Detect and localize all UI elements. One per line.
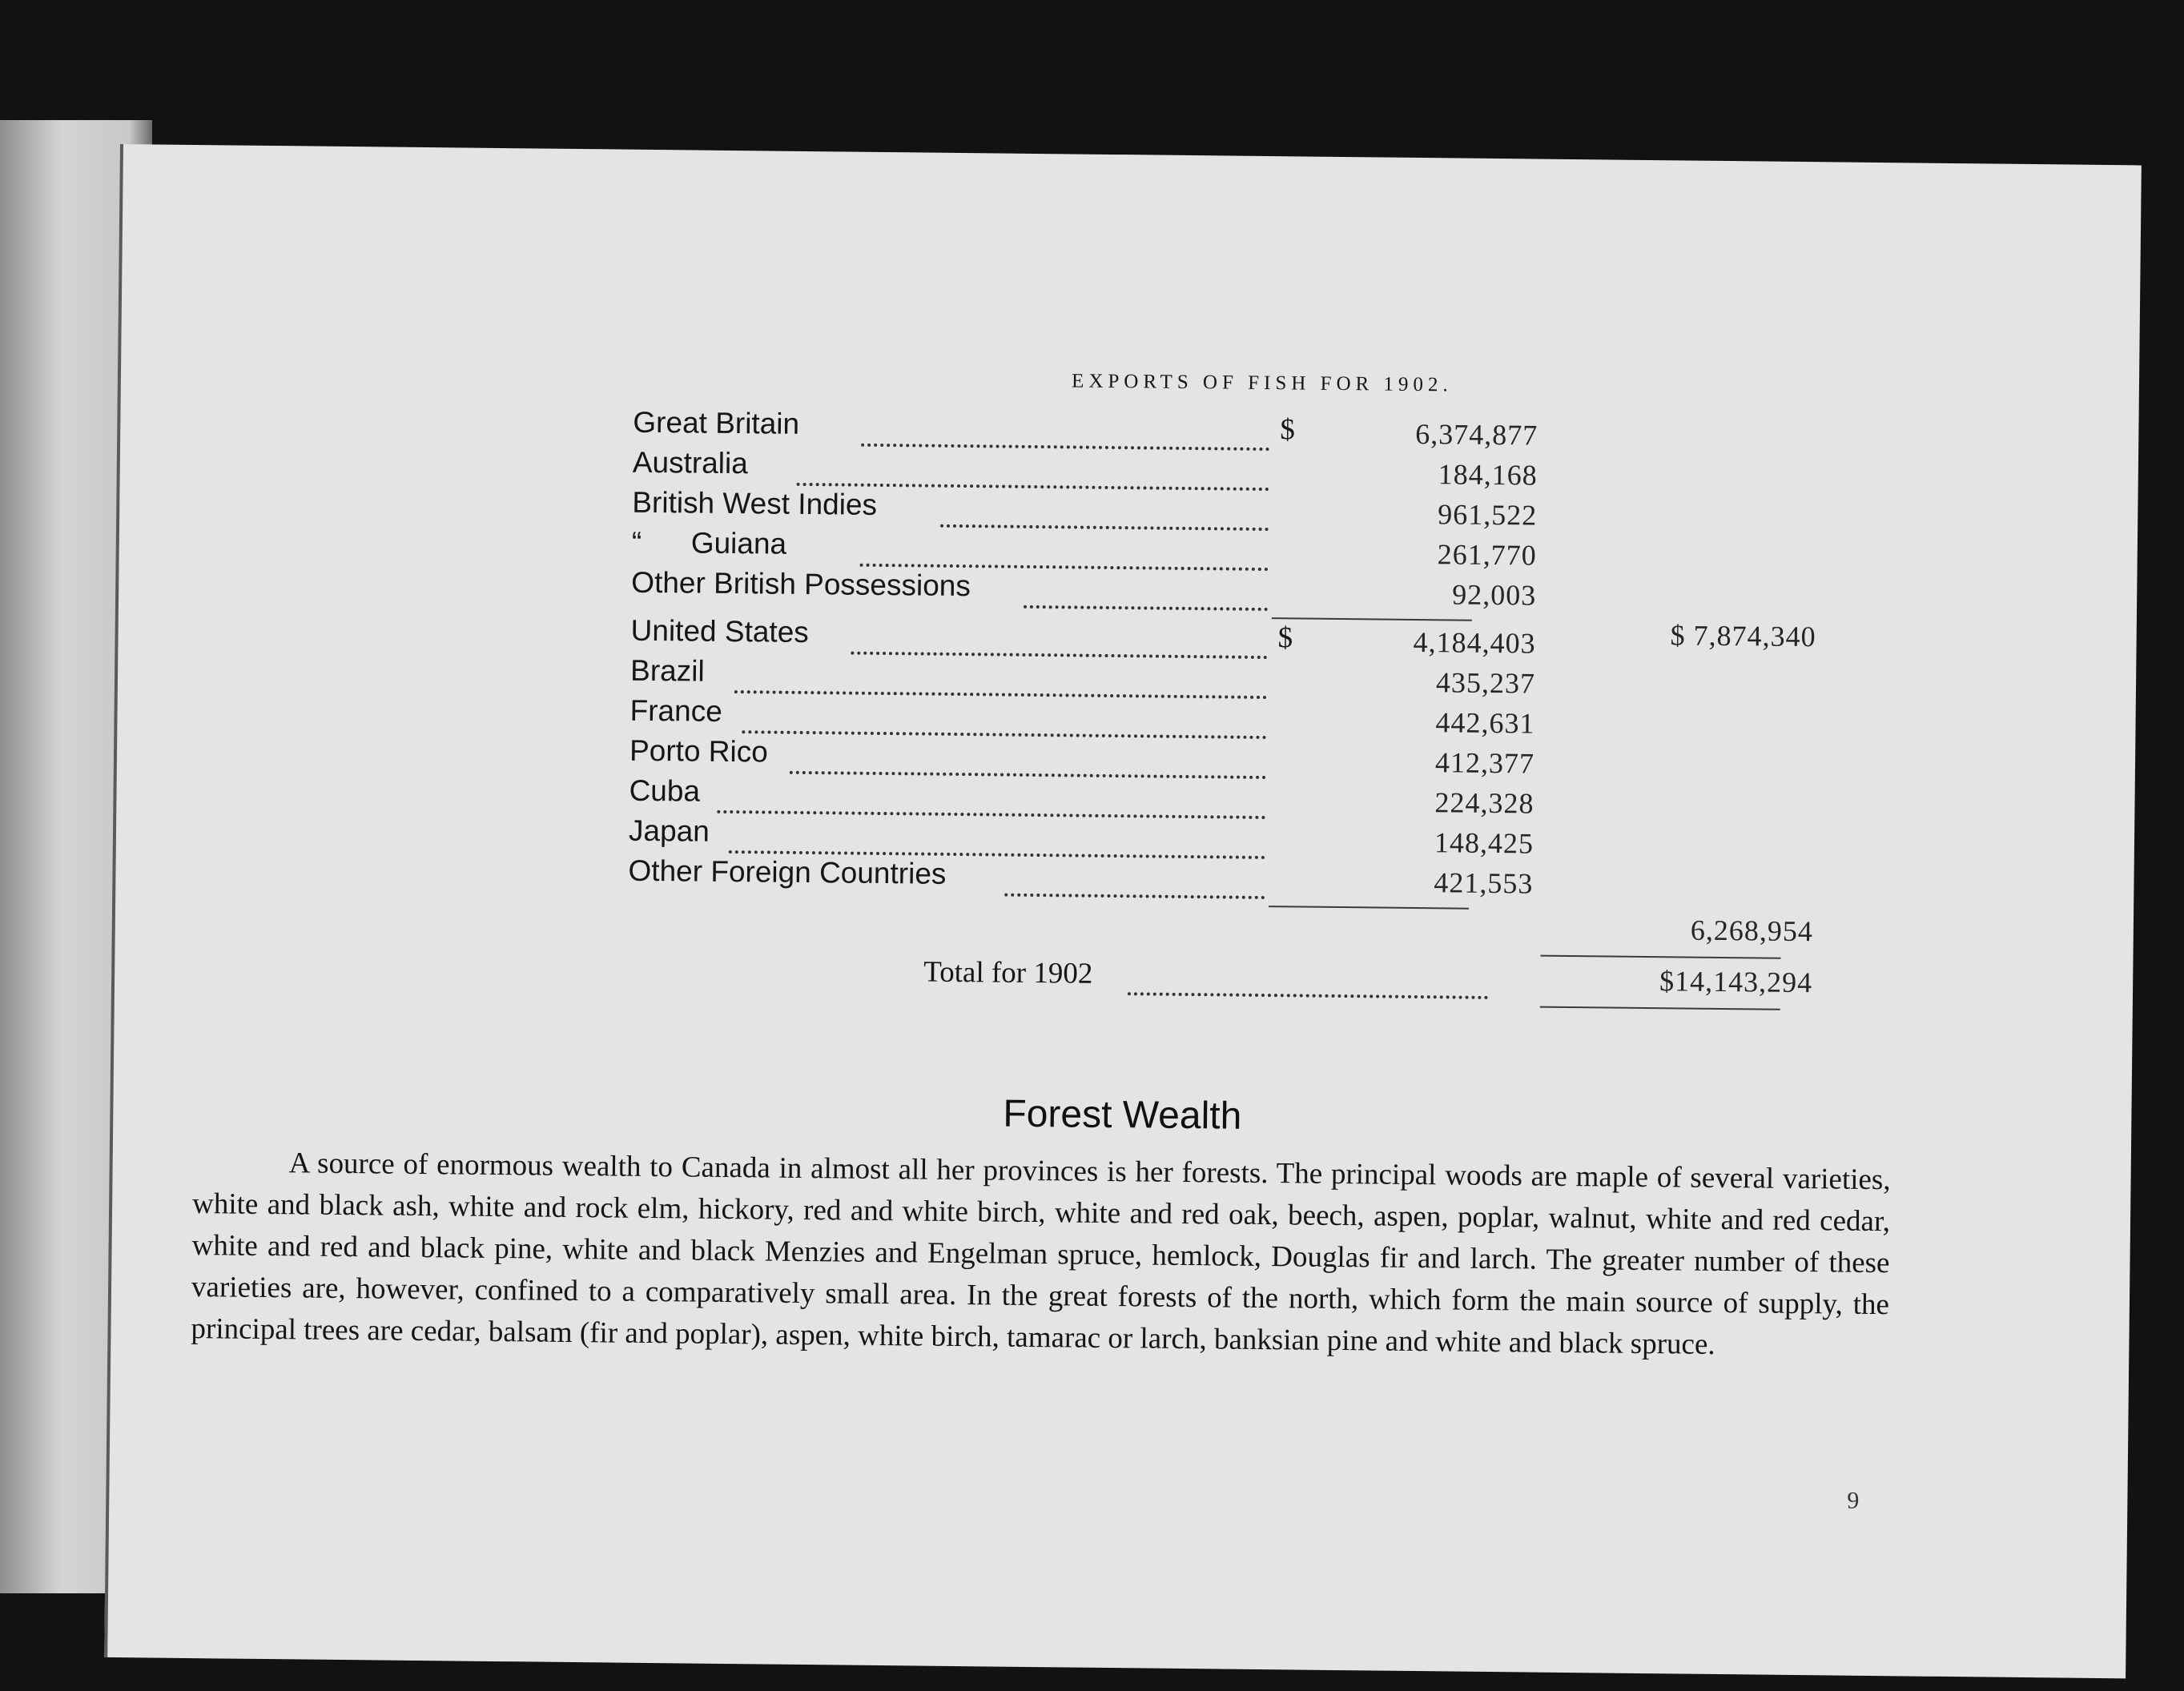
british-subtotal: $ 7,874,340 — [1670, 619, 1816, 653]
row-dollar-sign: $ — [1277, 621, 1293, 655]
table-row — [629, 653, 1536, 700]
row-value: 421,553 — [1434, 866, 1534, 900]
table-row — [630, 613, 1536, 660]
dot-leader — [860, 528, 1269, 571]
total-rule — [1540, 955, 1780, 959]
row-label: “ Guiana — [631, 525, 787, 560]
row-value: 92,003 — [1451, 578, 1537, 612]
dot-leader — [729, 815, 1265, 859]
row-label: Other British Possessions — [631, 565, 971, 603]
row-value: 435,237 — [1435, 666, 1536, 700]
column-rule — [1269, 906, 1469, 910]
dot-leader — [734, 655, 1267, 699]
row-label: Australia — [632, 445, 749, 480]
row-label: Porto Rico — [629, 733, 769, 769]
table-row — [631, 525, 1537, 572]
grand-total-label: Total for 1902 — [923, 955, 1093, 990]
row-value: 261,770 — [1437, 538, 1537, 572]
dot-leader — [861, 408, 1269, 451]
dot-leader — [742, 695, 1266, 739]
table-row — [632, 485, 1538, 532]
foreign-subtotal: 6,268,954 — [1690, 914, 1814, 948]
row-value: 4,184,403 — [1413, 625, 1536, 660]
section-paragraph: A source of enormous wealth to Canada in almost all her provinces is her forests. The principal woods are maple of several varieties, white and black ash, white and rock elm, hickory, red and white birch, white and red oak, beech, aspen, poplar, walnut, white and red cedar, white and red and black pine, white and black Menzies and Engelman spruce, hemlock, Douglas fir and larch. The greater number of these varieties are, however, confined to a comparatively small area. In the great forests of the north, which form the main source of supply, the principal trees are cedar, balsam (fir and poplar), aspen, white birch, tamarac or larch, banksian pine and white and black spruce. — [191, 1147, 1891, 1361]
row-label: Japan — [628, 813, 710, 848]
total-rule — [1540, 1006, 1780, 1010]
dot-leader — [717, 775, 1265, 819]
row-label: British West Indies — [632, 485, 878, 521]
section-heading: Forest Wealth — [1003, 1092, 1242, 1138]
table-row — [629, 693, 1535, 740]
table-row — [631, 565, 1537, 612]
row-value: 412,377 — [1434, 746, 1535, 780]
table-row — [629, 733, 1535, 780]
dot-leader — [797, 448, 1269, 491]
row-value: 184,168 — [1438, 458, 1538, 492]
dot-leader — [1024, 570, 1268, 611]
table-row — [628, 854, 1534, 900]
row-label: Other Foreign Countries — [628, 854, 947, 890]
column-rule — [1272, 617, 1472, 621]
row-value: 224,328 — [1434, 786, 1534, 820]
row-value: 148,425 — [1434, 826, 1534, 860]
table-title: EXPORTS OF FISH FOR 1902. — [1071, 370, 1453, 396]
grand-total-value: $14,143,294 — [1659, 965, 1813, 999]
dot-leader — [1004, 858, 1265, 899]
dot-leader — [940, 489, 1269, 531]
row-label: Brazil — [629, 653, 705, 688]
row-dollar-sign: $ — [1280, 413, 1296, 447]
row-label: Cuba — [629, 773, 701, 808]
row-label: France — [629, 693, 722, 728]
dot-leader — [1128, 957, 1488, 999]
row-value: 442,631 — [1435, 706, 1535, 740]
book-page — [104, 144, 2142, 1678]
row-label: United States — [630, 613, 810, 649]
row-value: 6,374,877 — [1415, 417, 1538, 452]
dot-leader — [790, 736, 1266, 779]
row-value: 961,522 — [1438, 498, 1538, 532]
dot-leader — [851, 617, 1267, 659]
page-number: 9 — [1847, 1487, 1860, 1514]
row-label: Great Britain — [633, 405, 800, 440]
grand-total-row — [923, 955, 1093, 994]
